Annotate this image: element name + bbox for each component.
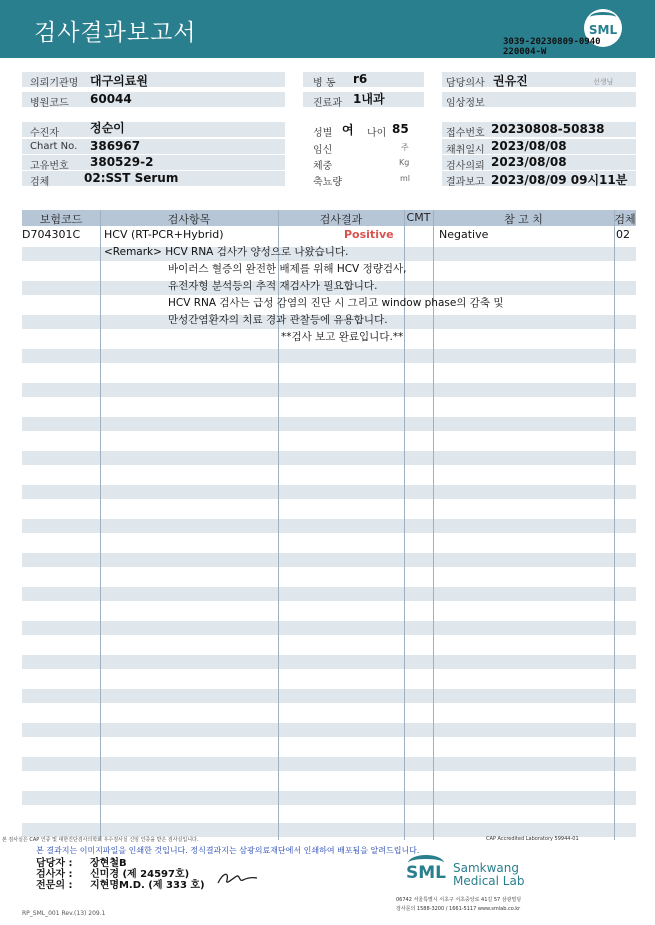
certification-note: 본 검사실은 CAP 인증 및 대한진단검사의학회 우수검사실 신임 인증을 받은 검사실입니다. <box>2 837 199 843</box>
remark-line: 유전자형 분석등의 추적 재검사가 필요합니다. <box>168 280 378 292</box>
table-row-band <box>22 757 636 771</box>
ward-value: r6 <box>353 72 368 86</box>
report-label: 결과보고 <box>446 177 485 188</box>
id-label: 고유번호 <box>30 161 69 172</box>
print-notice: 본 결과지는 이미지파일을 인쇄한 것입니다. 정식결과지는 삼광의료재단에서 인쇄하여 배포됨을 알려드립니다. <box>36 846 420 855</box>
dept-label: 진료과 <box>313 98 342 109</box>
org-value: 대구의료원 <box>90 74 148 88</box>
tester-label: 검사자 : <box>36 869 73 880</box>
table-row-band <box>22 383 636 397</box>
column-divider <box>614 210 615 840</box>
dept-value: 1내과 <box>353 92 385 106</box>
clinical-label: 임상정보 <box>446 98 485 109</box>
page-title: 검사결과보고서 <box>34 20 197 46</box>
row-reference: Negative <box>439 228 489 241</box>
doctor-value: 권유진 <box>493 74 528 88</box>
hosp-code-label: 병원코드 <box>30 98 69 109</box>
doctor-label: 담당의사 <box>446 78 485 89</box>
specialist-label: 전문의 : <box>36 880 73 891</box>
receipt-label: 접수번호 <box>446 128 485 139</box>
row-specimen: 02 <box>616 228 630 241</box>
document-number: 3039-20230809-0940 220004-W <box>503 37 601 57</box>
age-value: 85 <box>392 122 409 136</box>
request-label: 검사의뢰 <box>446 161 485 172</box>
row-test-item: HCV (RT-PCR+Hybrid) <box>104 228 224 241</box>
row-insurance-code: D704301C <box>22 228 81 241</box>
specimen-label: 검체 <box>30 177 50 188</box>
id-value: 380529-2 <box>90 155 154 169</box>
lab-phone: 검사문의 1588-3200 / 1661-5117 www.smlab.co.kr <box>396 906 521 912</box>
table-row-band <box>22 349 636 363</box>
remark-line: 만성간염환자의 치료 경과 관찰등에 유용합니다. <box>168 314 388 326</box>
table-row-band <box>22 485 636 499</box>
table-row-band <box>22 417 636 431</box>
doctor-title: 선생님 <box>593 78 614 86</box>
specialist-value: 지현명M.D. (제 333 호) <box>90 880 205 891</box>
report-value: 2023/08/09 09시11분 <box>491 173 628 187</box>
table-row-band <box>22 587 636 601</box>
request-value: 2023/08/08 <box>491 155 567 169</box>
header-reference: 참 고 치 <box>504 213 543 226</box>
weight-unit: Kg <box>399 158 410 167</box>
sex-label: 성별 <box>313 128 333 139</box>
table-row-band <box>22 823 636 837</box>
sex-value: 여 <box>342 123 354 137</box>
lab-name: Samkwang Medical Lab <box>453 861 525 888</box>
collect-value: 2023/08/08 <box>491 139 567 153</box>
header-specimen: 검체 <box>614 213 636 226</box>
sml-logo-icon: SML <box>584 9 622 47</box>
pregnancy-unit: 주 <box>401 143 409 152</box>
remark-line: 바이러스 혈증의 완전한 배제를 위해 HCV 정량검사, <box>168 263 407 275</box>
age-label: 나이 <box>367 128 387 139</box>
signature-icon <box>215 868 260 888</box>
table-row-band <box>22 791 636 805</box>
weight-label: 체중 <box>313 161 333 172</box>
ward-label: 병 동 <box>313 78 336 89</box>
patient-label: 수진자 <box>30 128 59 139</box>
specimen-value: 02:SST Serum <box>84 171 179 185</box>
remark-line: HCV RNA 검사는 급성 감염의 진단 시 그리고 window phase의 감축 및 <box>168 297 504 309</box>
table-row-band <box>22 519 636 533</box>
table-row-band <box>22 689 636 703</box>
chart-value: 386967 <box>90 139 141 153</box>
sml-lab-logo-icon: SML <box>405 855 447 887</box>
table-row-band <box>22 553 636 567</box>
urine-label: 축뇨량 <box>313 177 342 188</box>
header-result: 검사결과 <box>319 213 363 226</box>
chart-label: Chart No. <box>30 141 78 152</box>
remark-line: **검사 보고 완료입니다.** <box>281 331 404 343</box>
column-divider <box>100 210 101 840</box>
patient-value: 정순이 <box>90 121 125 135</box>
lab-address: 06742 서울특별시 서초구 서초중앙로 41길 57 삼광빌딩 <box>396 897 522 903</box>
receipt-value: 20230808-50838 <box>491 122 605 136</box>
urine-unit: ml <box>400 174 411 183</box>
org-label: 의뢰기관명 <box>30 78 79 89</box>
info-band <box>22 122 285 137</box>
result-table <box>22 210 636 840</box>
row-result: Positive <box>344 228 394 241</box>
tester-value: 신미경 (제 24597호) <box>90 869 190 880</box>
hosp-code-value: 60044 <box>90 92 132 106</box>
header-test-item: 검사항목 <box>167 213 211 226</box>
header-cmt: CMT <box>406 211 431 224</box>
handler-value: 장현철B <box>90 858 127 869</box>
collect-label: 채취일시 <box>446 145 485 156</box>
pregnancy-label: 임신 <box>313 145 333 156</box>
table-row-band <box>22 723 636 737</box>
header-insurance-code: 보험코드 <box>39 213 83 226</box>
handler-label: 담당자 : <box>36 858 73 869</box>
table-row-band <box>22 655 636 669</box>
table-row-band <box>22 451 636 465</box>
remark-line: <Remark> HCV RNA 검사가 양성으로 나왔습니다. <box>104 246 349 258</box>
table-row-band <box>22 621 636 635</box>
form-code: RP_SML_001 Rev.(13) 209.1 <box>22 910 106 917</box>
cap-note: CAP Accredited Laboratory 59944-01 <box>486 836 579 842</box>
